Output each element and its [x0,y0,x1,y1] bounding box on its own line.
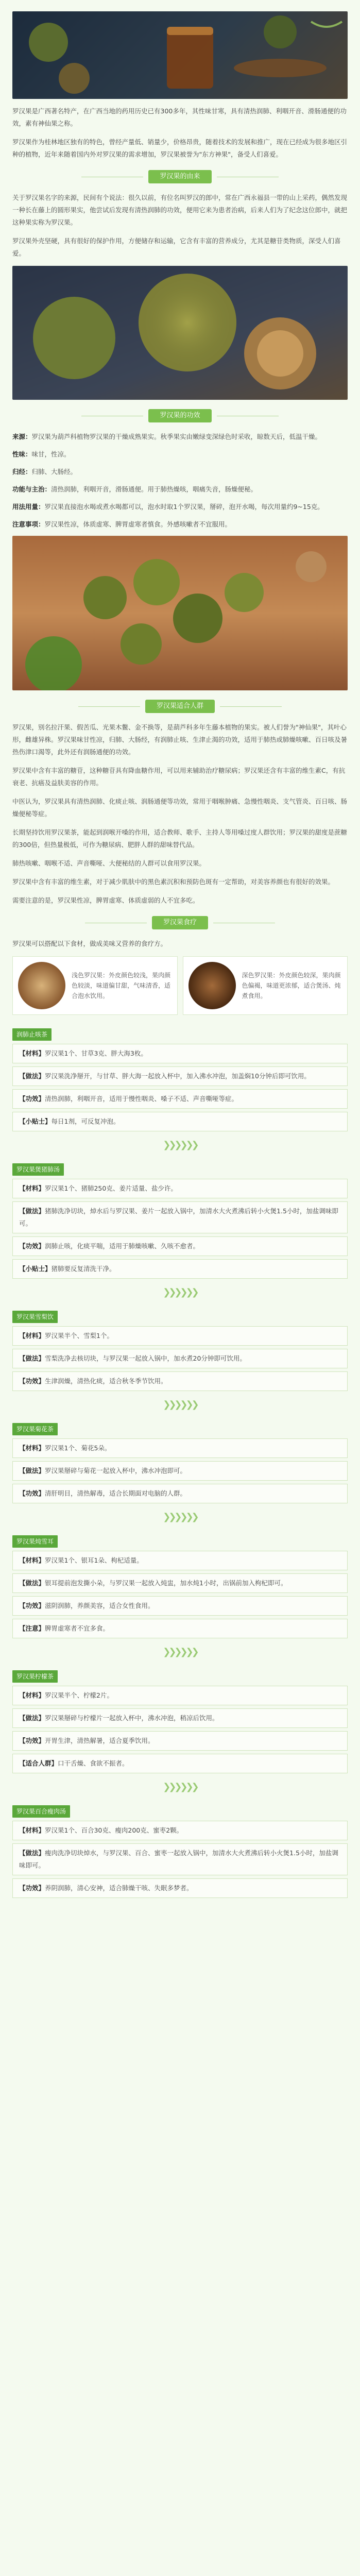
recipe-tag: 罗汉果柠檬茶 [12,1670,58,1683]
recipe-key: 【材料】 [19,1184,45,1192]
recipe-value: 养阴润肺，清心安神，适合肺燥干咳、失眠多梦者。 [45,1884,193,1892]
section-header [12,170,348,183]
hero-photo [12,11,348,99]
recipe-value: 罗汉果掰碎与柠檬片一起放入杯中，沸水冲泡，稍凉后饮用。 [45,1714,219,1722]
recipe-value: 银耳提前泡发撕小朵，与罗汉果一起放入炖盅，加水炖1小时，出锅前加入枸杞即可。 [45,1579,287,1587]
recipe-key: 【材料】 [19,1556,45,1564]
recipe-tag: 润肺止咳茶 [12,1028,52,1041]
efficacy-key: 归经： [12,468,32,476]
recipe-row [12,1089,348,1109]
recipe-value: 罗汉果半个、雪梨1个。 [45,1332,113,1340]
recipe-value: 猪肺要反复清洗干净。 [51,1265,116,1273]
recipe-row [12,1236,348,1256]
divider-arrows-icon: ❯❯❯❯❯❯ [163,1512,197,1522]
recipe-value: 猪肺洗净切块，焯水后与罗汉果、姜片一起放入锅中，加清水大火煮沸后转小火煲1.5小时，加盐调味即可。 [19,1207,338,1227]
recipe-block [12,1156,348,1279]
dark-fruit-image [188,962,236,1009]
hero-illustration [12,11,348,99]
recipe-row [12,1066,348,1086]
comparison-cards [12,956,348,1015]
fruit-photo [12,266,348,400]
card-text: 深色罗汉果：外皮颜色较深，果肉颜色偏褐，味道更浓郁，适合煲汤、炖煮食用。 [242,972,341,999]
extra-paragraph: 罗汉果中含有丰富的糖苷，这种糖苷具有降血糖作用，可以用来辅助治疗糖尿病；罗汉果还含有丰富的维生素C，有抗衰老、抗癌及益肤美容的作用。 [12,767,346,787]
section-header [12,916,348,929]
recipe-tag: 罗汉果雪梨饮 [12,1311,58,1323]
recipe-key: 【功效】 [19,1602,45,1609]
recipe-key: 【小贴士】 [19,1265,52,1273]
recipe-key: 【功效】 [19,1884,45,1892]
recipe-key: 【注意】 [19,1624,45,1632]
recipe-value: 开胃生津，清热解暑，适合夏季饮用。 [45,1737,155,1744]
efficacy-value: 味甘，性凉。 [31,450,71,458]
efficacy-value: 清热润肺，利咽开音，滑肠通便。用于肺热燥咳，咽痛失音，肠燥便秘。 [51,485,258,493]
recipe-tag: 罗汉果百合瘦肉汤 [12,1805,70,1818]
suitable-paragraph: 需要注意的是，罗汉果性凉，脾胃虚寒、体质虚弱的人不宜多吃。 [12,896,199,904]
recipe-value: 罗汉果半个、柠檬2片。 [45,1691,113,1699]
efficacy-value: 罗汉果直接泡水喝或煮水喝都可以，泡水时取1个罗汉果，掰碎，泡开水喝，每次用量约9~15克。 [44,503,324,511]
intro-paragraph: 罗汉果作为桂林地区独有的特色，曾经产量低、销量少，价格昂贵，随着技术的发展和推广，现在已经成为很多地区引种的植物，近年来随着国内外对罗汉果的需求增加，罗汉果被誉为"东方神果"，备受人们喜爱。 [12,138,348,158]
recipe-key: 【功效】 [19,1242,45,1250]
suitable-paragraph: 中医认为，罗汉果具有清热润肺、化痰止咳、润肠通便等功效，常用于咽喉肿痛、急慢性咽炎、支气管炎、百日咳、肠燥便秘等症。 [12,798,348,818]
card-text: 浅色罗汉果：外皮颜色较浅，果肉颜色较淡，味道偏甘甜，气味清香，适合泡水饮用。 [72,972,171,999]
efficacy-item [12,431,348,443]
divider-arrows-icon: ❯❯❯❯❯❯ [163,1782,197,1792]
recipe-row [12,1259,348,1279]
recipe-row [12,1461,348,1481]
recipe-key: 【功效】 [19,1095,45,1103]
recipe-key: 【做法】 [19,1354,45,1362]
card-light [12,956,178,1015]
recipe-row [12,1201,348,1233]
section-header [12,409,348,422]
efficacy-item [12,466,348,478]
section-title-efficacy: 罗汉果的功效 [148,409,211,422]
efficacy-item [12,501,348,513]
recipe-row [12,1573,348,1593]
origin-paragraph: 关于罗汉果名字的来源，民间有个说法：很久以前，有位名叫罗汉的郎中，常在广西永福县一带的山上采药，偶然发现一种长在藤上的圆形果实，他尝试后发现有清热润肺的功效，便用它来为患者治病，后来人们为了纪念这位郎中，就把这种果实称为罗汉果。 [12,194,348,226]
recipe-key: 【做法】 [19,1579,45,1587]
basket-photo [12,536,348,690]
recipe-key: 【材料】 [19,1444,45,1452]
recipe-row [12,1551,348,1570]
recipe-row [12,1371,348,1391]
recipe-value: 每日1剂，可反复冲泡。 [51,1117,120,1125]
recipe-row [12,1686,348,1705]
recipe-row [12,1754,348,1773]
efficacy-key: 性味： [12,450,32,458]
recipe-row [12,1349,348,1368]
recipe-value: 滋阴润肺，养颜美容，适合女性食用。 [45,1602,155,1609]
efficacy-key: 用法用量： [12,503,45,511]
extra-paragraph: 罗汉果，别名拉汗果、假苦瓜、光果木鳖、金不换等，是葫芦科多年生藤本植物的果实。被人们誉为"神仙果"，其叶心形，雌雄异株。罗汉果味甘性凉，归肺、大肠经，有润肺止咳、生津止渴的功效，适用于肺热或肺燥咳嗽、百日咳及暑热伤津口渴等，此外还有润肠通便的功效。 [12,723,348,756]
suitable-paragraph: 长期坚持饮用罗汉果茶，能起到润喉开嗓的作用，适合教师、歌手、主持人等用嗓过度人群饮用；罗汉果的甜度是蔗糖的300倍，但热量极低，可作为糖尿病、肥胖人群的甜味替代品。 [12,828,348,849]
recipe-row [12,1326,348,1346]
recipe-key: 【材料】 [19,1691,45,1699]
efficacy-item [12,448,348,461]
recipe-value: 脾胃虚寒者不宜多食。 [45,1624,110,1632]
section-header [12,700,348,713]
card-dark [183,956,348,1015]
recipe-key: 【功效】 [19,1737,45,1744]
light-fruit-image [18,962,65,1009]
recipe-row [12,1596,348,1616]
recipe-value: 罗汉果1个、银耳1朵、枸杞适量。 [45,1556,143,1564]
recipe-row [12,1878,348,1898]
recipe-key: 【材料】 [19,1826,45,1834]
recipe-row [12,1438,348,1458]
section-title-pairing: 罗汉果食疗 [152,916,208,929]
section-title-suitable: 罗汉果适合人群 [145,700,215,713]
recipe-row [12,1843,348,1875]
recipe-key: 【小贴士】 [19,1117,52,1125]
suitable-paragraph: 肺热咳嗽、咽喉不适、声音嘶哑、大便秘结的人群可以食用罗汉果。 [12,859,206,867]
recipe-key: 【材料】 [19,1332,45,1340]
recipe-key: 【适合人群】 [19,1759,58,1767]
recipe-row [12,1708,348,1728]
recipe-value: 罗汉果1个、菊花5朵。 [45,1444,111,1452]
recipe-key: 【做法】 [19,1467,45,1475]
divider-arrows-icon: ❯❯❯❯❯❯ [163,1140,197,1150]
pairing-intro: 罗汉果可以搭配以下食材，做成美味又营养的食疗方。 [12,940,167,947]
recipe-block [12,1798,348,1898]
efficacy-value: 罗汉果为葫芦科植物罗汉果的干燥成熟果实。秋季果实由嫩绿变深绿色时采收，晾数天后，低温干燥。 [31,433,322,440]
recipe-value: 雪梨洗净去核切块，与罗汉果一起放入锅中，加水煮20分钟即可饮用。 [45,1354,246,1362]
recipe-key: 【做法】 [19,1849,45,1857]
recipe-value: 清肝明目，清热解毒，适合长期面对电脑的人群。 [45,1489,187,1497]
recipe-key: 【材料】 [19,1049,45,1057]
recipe-value: 润肺止咳，化痰平喘，适用于肺燥咳嗽、久咳不愈者。 [45,1242,200,1250]
intro-paragraph: 罗汉果是广西著名特产，在广西当地的药用历史已有300多年，其性味甘寒，具有清热润肺、利咽开音、滑肠通便的功效，素有神仙果之称。 [12,107,347,127]
recipe-key: 【做法】 [19,1714,45,1722]
recipe-block [12,1528,348,1638]
recipe-block [12,1021,348,1131]
recipe-key: 【做法】 [19,1207,45,1215]
recipe-value: 罗汉果掰碎与菊花一起放入杯中，沸水冲泡即可。 [45,1467,187,1475]
efficacy-item [12,518,348,531]
recipe-key: 【功效】 [19,1489,45,1497]
efficacy-key: 注意事项： [12,520,45,528]
recipe-key: 【功效】 [19,1377,45,1385]
recipe-value: 生津润燥，清热化痰，适合秋冬季节饮用。 [45,1377,167,1385]
recipe-tag: 罗汉果菊花茶 [12,1423,58,1435]
recipe-block [12,1663,348,1773]
basket-illustration [12,536,348,690]
recipe-block [12,1416,348,1503]
origin-paragraph: 罗汉果外壳坚硬，具有很好的保护作用，方便储存和运输，它含有丰富的营养成分，尤其是糖苷类物质，深受人们喜爱。 [12,237,341,257]
recipe-tag: 罗汉果炖雪耳 [12,1535,58,1548]
recipe-row [12,1484,348,1503]
efficacy-key: 来源： [12,433,32,440]
efficacy-value: 罗汉果性凉，体质虚寒、脾胃虚寒者慎食。外感咳嗽者不宜服用。 [44,520,232,528]
recipe-row [12,1731,348,1751]
divider-arrows-icon: ❯❯❯❯❯❯ [163,1399,197,1410]
efficacy-item [12,483,348,496]
recipe-key: 【做法】 [19,1072,45,1080]
section-title-origin: 罗汉果的由来 [148,170,211,183]
fruit-illustration [12,266,348,400]
efficacy-value: 归肺、大肠经。 [31,468,77,476]
recipe-row [12,1112,348,1131]
recipe-value: 罗汉果1个、猪肺250克、姜片适量、盐少许。 [45,1184,177,1192]
recipe-row [12,1619,348,1638]
divider-arrows-icon: ❯❯❯❯❯❯ [163,1647,197,1657]
recipe-value: 清热润肺，利咽开音，适用于慢性咽炎、嗓子不适、声音嘶哑等症。 [45,1095,238,1103]
recipe-row [12,1044,348,1063]
recipe-tag: 罗汉果煲猪肺汤 [12,1163,64,1176]
recipe-value: 罗汉果1个、甘草3克、胖大海3枚。 [45,1049,147,1057]
recipe-block [12,1303,348,1391]
recipe-row [12,1179,348,1198]
recipe-row [12,1821,348,1840]
recipe-value: 瘦肉洗净切块焯水，与罗汉果、百合、蜜枣一起放入锅中，加清水大火煮沸后转小火煲1.5小时，加盐调味即可。 [19,1849,338,1869]
efficacy-key: 功能与主治： [12,485,52,493]
recipe-value: 罗汉果1个、百合30克、瘦肉200克、蜜枣2颗。 [45,1826,183,1834]
divider-arrows-icon: ❯❯❯❯❯❯ [163,1287,197,1298]
recipe-value: 罗汉果洗净掰开，与甘草、胖大海一起放入杯中，加入沸水冲泡，加盖焖10分钟后即可饮用。 [45,1072,311,1080]
suitable-paragraph: 罗汉果中含有丰富的维生素，对于减少肌肤中的黑色素沉积和预防色斑有一定帮助，对美容养颜也有很好的效果。 [12,878,335,886]
recipe-value: 口干舌燥、食欲不振者。 [58,1759,129,1767]
